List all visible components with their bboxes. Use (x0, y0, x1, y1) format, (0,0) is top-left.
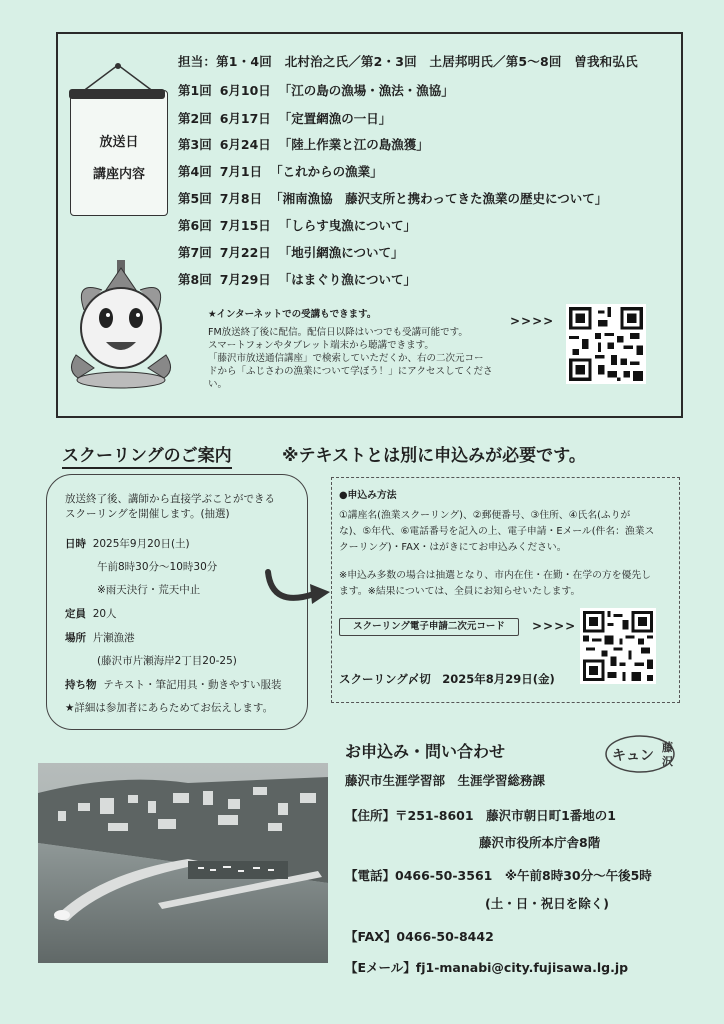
schooling-place-row (65, 630, 135, 645)
apply-note-line: ます。※結果については、全員にお知らせいたします。 (339, 586, 581, 597)
contact-title: お申込み・問い合わせ (345, 742, 506, 761)
schedule-row (178, 270, 424, 288)
schedule-number: 第1回 (178, 83, 212, 98)
apply-instruction-line: クーリング)・FAX・はがきにてお申込みください。 (339, 542, 567, 553)
internet-text-line: 「藤沢市放送通信講座」で検索していただくか、右の二次元コー (208, 353, 484, 364)
schedule-topic: 「定置網漁の一日」 (278, 111, 392, 126)
application-method-box (331, 477, 680, 703)
schedule-date: 6月24日 (219, 137, 271, 152)
time-value: 午前8時30分～10時30分 (97, 561, 218, 573)
schedule-topic: 「湘南漁協 藤沢支所と携わってきた漁業の歴史について」 (270, 191, 608, 206)
contact-fax: 【FAX】0466-50-8442 (345, 929, 494, 944)
internet-text-line: い。 (208, 379, 228, 390)
place-value: 片瀬漁港 (92, 632, 135, 644)
schooling-capacity-row (65, 606, 117, 621)
internet-text-line: ドから「ふじさわの漁業について学ぼう！」にアクセスしてくださ (208, 366, 493, 377)
contact-department: 藤沢市生涯学習部 生涯学習総務課 (345, 773, 546, 788)
internet-text-line: スマートフォンやタブレット端末から聴講できます。 (208, 340, 434, 351)
schedule-row (178, 162, 391, 180)
calendar-top-bar (69, 89, 165, 99)
contact-address-building: 藤沢市役所本庁舎8階 (479, 835, 601, 850)
schooling-intro: スクーリングを開催します。(抽選) (65, 508, 230, 520)
schedule-date: 7月8日 (219, 191, 263, 206)
schedule-row (178, 81, 462, 99)
date-label: 日時 (65, 538, 86, 550)
apply-instruction-line: ①講座名(漁業スクーリング)、②郵便番号、③住所、④氏名(ふりが (339, 510, 631, 521)
svg-text:キュン: キュン (612, 748, 654, 764)
apply-instruction-line: な)、⑤年代、⑥電話番号を記入の上、電子申請・Eメール(件名：漁業ス (339, 526, 655, 537)
items-label: 持ち物 (65, 679, 97, 691)
schooling-date-row (65, 536, 190, 551)
schooling-qr-label: スクーリング電子申請二次元コード (339, 618, 519, 636)
schedule-row (178, 243, 412, 261)
calendar-icon (70, 90, 168, 216)
items-value: テキスト・筆記用具・動きやすい服装 (103, 679, 282, 691)
schedule-row (178, 109, 399, 127)
broadcast-qr-code[interactable] (566, 304, 646, 384)
schedule-number: 第6回 (178, 218, 212, 233)
schedule-number: 第8回 (178, 272, 212, 287)
schedule-date: 7月1日 (219, 164, 263, 179)
mascot-illustration (66, 260, 176, 390)
calendar-label-lecture-content: 講座内容 (92, 167, 145, 182)
schedule-number: 第2回 (178, 111, 212, 126)
schedule-row (178, 189, 615, 207)
broadcast-schedule-box (56, 32, 683, 418)
calendar-label-broadcast-date: 放送日 (99, 135, 139, 150)
schedule-topic: 「地引網漁について」 (278, 245, 404, 260)
svg-text:沢: 沢 (662, 755, 673, 768)
apply-heading: ●申込み方法 (339, 490, 397, 501)
place-label: 場所 (65, 632, 86, 644)
schooling-deadline: スクーリング〆切 2025年8月29日(金) (339, 672, 555, 686)
contact-email[interactable]: 【Eメール】fj1-manabi@city.fujisawa.lg.jp (345, 960, 629, 975)
date-value: 2025年9月20日(土) (92, 538, 190, 550)
arrow-indicator-icon: >>>> (532, 619, 577, 633)
schooling-items-row (65, 677, 281, 692)
schedule-date: 6月17日 (219, 111, 271, 126)
internet-text-line: FM放送終了後に配信。配信日以降はいつでも受講可能です。 (208, 327, 468, 338)
schedule-date: 6月10日 (219, 83, 271, 98)
schedule-topic: 「陸上作業と江の島漁獲」 (278, 137, 429, 152)
lecturers-line: 担当：第1・4回 北村治之氏／第2・3回 土居邦明氏／第5～8回 曽我和弘氏 (178, 54, 638, 69)
internet-title: ★インターネットでの受講もできます。 (208, 309, 377, 320)
place-address: (藤沢市片瀬海岸2丁目20-25) (97, 655, 237, 667)
rain-note: ※雨天決行・荒天中止 (97, 584, 201, 596)
capacity-value: 20人 (92, 608, 117, 620)
contact-phone[interactable]: 【電話】0466-50-3561 ※午前8時30分～午後5時 (345, 868, 652, 883)
schedule-number: 第4回 (178, 164, 212, 179)
schedule-date: 7月22日 (219, 245, 271, 260)
svg-text:藤: 藤 (662, 741, 673, 754)
schedule-topic: 「はまぐり漁について」 (278, 272, 417, 287)
schedule-date: 7月29日 (219, 272, 271, 287)
schooling-title: スクーリングのご案内 (62, 441, 232, 469)
schedule-number: 第5回 (178, 191, 212, 206)
schooling-application-note: ※テキストとは別に申込みが必要です。 (282, 446, 586, 466)
capacity-label: 定員 (65, 608, 86, 620)
schedule-date: 7月15日 (219, 218, 271, 233)
schedule-topic: 「江の島の漁場・漁法・漁協」 (278, 83, 454, 98)
schedule-row (178, 135, 437, 153)
schedule-topic: 「しらす曳漁について」 (278, 218, 417, 233)
fujisawa-logo-stamp (602, 733, 678, 775)
details-note: ★詳細は参加者にあらためてお伝えします。 (65, 702, 274, 714)
schooling-intro: 放送終了後、講師から直接学ぶことができる (65, 493, 275, 505)
apply-note-line: ※申込み多数の場合は抽選となり、市内在住・在勤・在学の方を優先し (339, 570, 651, 581)
schedule-row (178, 216, 424, 234)
schedule-number: 第7回 (178, 245, 212, 260)
curved-arrow-icon (262, 564, 334, 614)
contact-phone-note: (土・日・祝日を除く) (485, 896, 609, 911)
harbor-photo (38, 763, 328, 963)
contact-address: 【住所】〒251-8601 藤沢市朝日町1番地の1 (345, 808, 616, 823)
schedule-topic: 「これからの漁業」 (270, 164, 383, 179)
schooling-qr-code[interactable] (580, 608, 656, 684)
schedule-number: 第3回 (178, 137, 212, 152)
arrow-indicator-icon: >>>> (510, 314, 555, 328)
